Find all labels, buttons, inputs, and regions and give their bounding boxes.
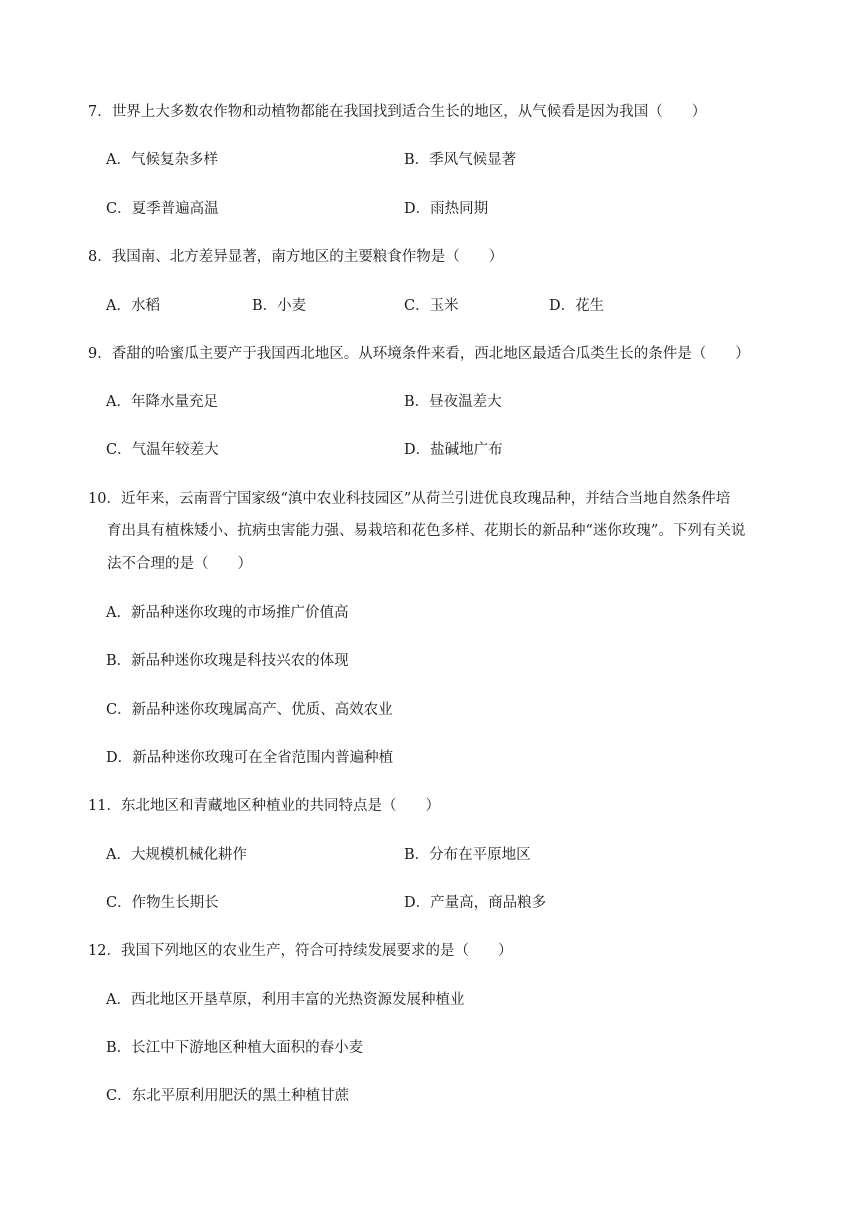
question-10-option-c: C．新品种迷你玫瑰属高产、优质、高效农业 (106, 702, 393, 718)
question-9-option-c: C．气温年较差大 (106, 442, 219, 458)
question-10-option-d: D．新品种迷你玫瑰可在全省范围内普遍种植 (106, 750, 394, 766)
question-10-stem-line-1: 10．近年来，云南晋宁国家级“滇中农业科技园区”从荷兰引进优良玫瑰品种，并结合当地自然条件培 (88, 491, 731, 507)
question-8-option-c: C．玉米 (404, 298, 459, 314)
question-9-option-a: A．年降水量充足 (106, 394, 218, 410)
question-7-option-a: A．气候复杂多样 (106, 152, 218, 168)
question-9-option-b: B．昼夜温差大 (404, 394, 502, 410)
question-12-option-c: C．东北平原利用肥沃的黑土种植甘蔗 (106, 1088, 350, 1104)
question-8-option-b: B．小麦 (252, 298, 307, 314)
question-11-option-b: B．分布在平原地区 (404, 847, 531, 863)
question-12-stem: 12．我国下列地区的农业生产，符合可持续发展要求的是（ ） (88, 943, 513, 959)
question-8-option-d: D．花生 (549, 298, 605, 314)
question-10-option-a: A．新品种迷你玫瑰的市场推广价值高 (106, 605, 349, 621)
question-8-stem: 8．我国南、北方差异显著，南方地区的主要粮食作物是（ ） (88, 249, 504, 265)
question-7-stem: 7．世界上大多数农作物和动植物都能在我国找到适合生长的地区，从气候看是因为我国（ ） (88, 104, 707, 120)
question-10-stem-line-2: 育出具有植株矮小、抗病虫害能力强、易栽培和花色多样、花期长的新品种“迷你玫瑰”。下列有关说 (107, 523, 746, 539)
question-11-stem: 11．东北地区和青藏地区种植业的共同特点是（ ） (88, 798, 440, 814)
question-11-option-d: D．产量高，商品粮多 (404, 895, 547, 911)
question-7-option-d: D．雨热同期 (404, 201, 489, 217)
question-10-stem-line-3: 法不合理的是（ ） (107, 556, 252, 572)
question-11-option-a: A．大规模机械化耕作 (106, 847, 247, 863)
question-12-option-a: A．西北地区开垦草原，利用丰富的光热资源发展种植业 (106, 992, 465, 1008)
question-11-option-c: C．作物生长期长 (106, 895, 219, 911)
question-9-stem: 9．香甜的哈蜜瓜主要产于我国西北地区。从环境条件来看，西北地区最适合瓜类生长的条件是（ ） (88, 346, 750, 362)
question-9-option-d: D．盐碱地广布 (404, 442, 503, 458)
question-7-option-b: B．季风气候显著 (404, 152, 517, 168)
question-7-option-c: C．夏季普遍高温 (106, 201, 219, 217)
question-10-option-b: B．新品种迷你玫瑰是科技兴农的体现 (106, 653, 349, 669)
question-12-option-b: B．长江中下游地区种植大面积的春小麦 (106, 1040, 364, 1056)
question-8-option-a: A．水稻 (106, 298, 160, 314)
